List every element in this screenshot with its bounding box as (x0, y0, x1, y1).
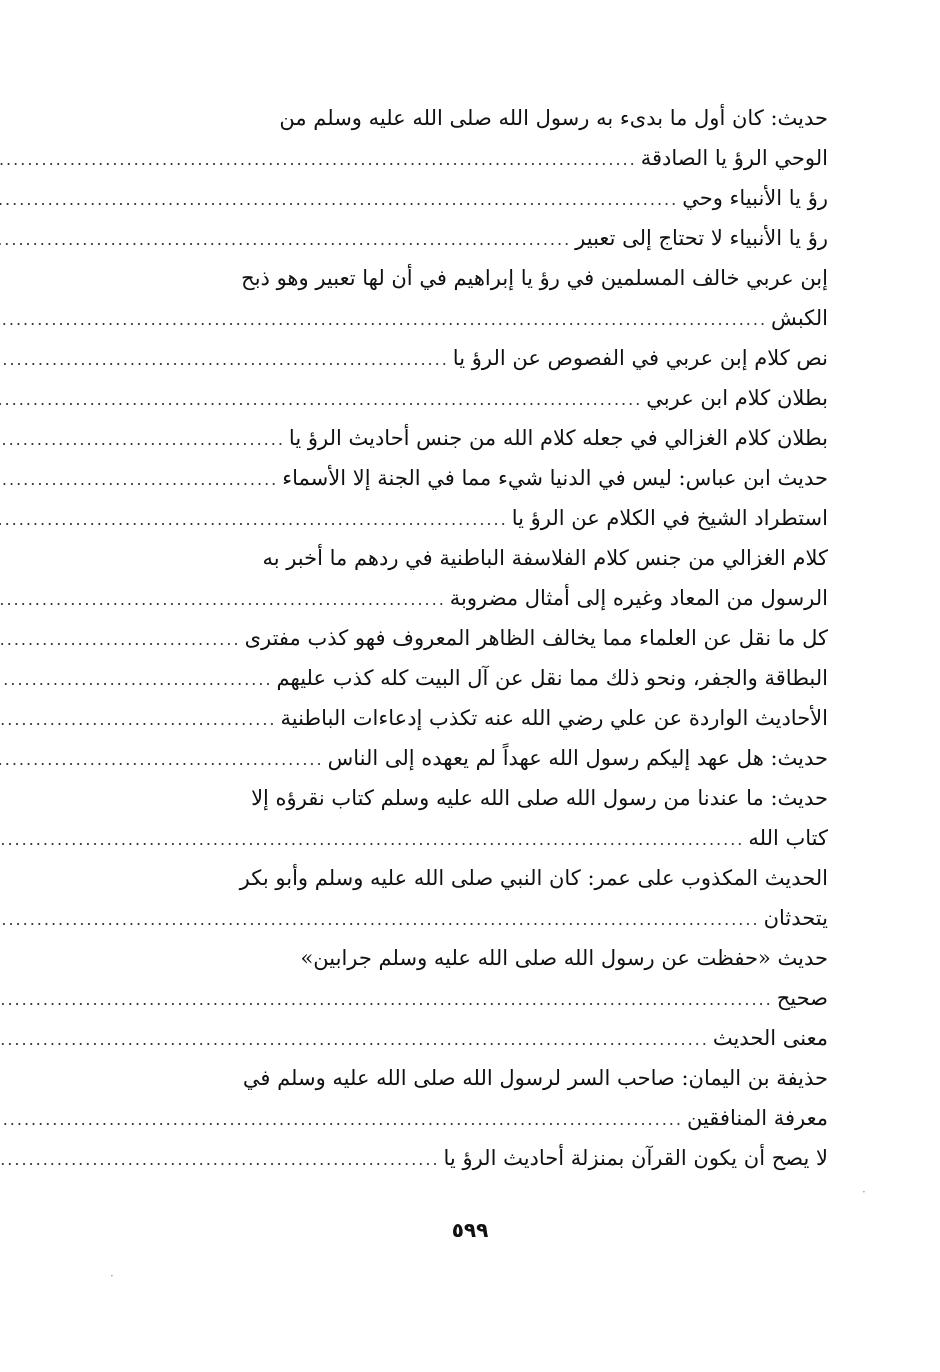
toc-entry-title: الوحي الرؤ يا الصادقة (640, 146, 828, 170)
toc-entry (128, 1058, 828, 1138)
toc-entry-title: كتاب الله (748, 826, 828, 850)
toc-entry-title: بطلان كلام ابن عربي (646, 386, 828, 410)
toc-entry-line (128, 498, 828, 538)
toc-entry-title: لا يصح أن يكون القرآن بمنزلة أحاديث الرؤ يا (443, 1146, 828, 1170)
toc-entry-title: البطاقة والجفر، ونحو ذلك مما نقل عن آل البيت كله كذب عليهم (276, 666, 828, 690)
toc-entry-title: معرفة المنافقين (686, 1106, 828, 1130)
toc-entry-title-start: إبن عربي خالف المسلمين في رؤ يا إبراهيم في أن لها تعبير وهو ذبح (241, 266, 828, 290)
toc-entry-title: استطراد الشيخ في الكلام عن الرؤ يا (511, 506, 828, 530)
dot-leader (0, 1020, 709, 1060)
toc-entry-line (128, 138, 828, 178)
toc-entry (128, 458, 828, 498)
toc-entry-line (128, 458, 828, 498)
toc-entry (128, 778, 828, 858)
toc-entry (128, 538, 828, 618)
toc-entry (128, 258, 828, 338)
toc-entry-title: رؤ يا الأنبياء لا تحتاج إلى تعبير (575, 226, 828, 250)
toc-entry (128, 178, 828, 218)
dot-leader (0, 500, 508, 540)
toc-entry (128, 98, 828, 178)
toc-entry-title-start: حديث: ما عندنا من رسول الله صلى الله عليه وسلم كتاب نقرؤه إلا (251, 786, 828, 810)
toc-entry (128, 218, 828, 258)
scan-speck: · (110, 1269, 114, 1283)
toc-entry-title: نص كلام إبن عربي في الفصوص عن الرؤ يا (452, 346, 828, 370)
dot-leader (0, 820, 744, 860)
toc-entry (128, 658, 828, 698)
toc-entry (128, 618, 828, 658)
toc-entry-first-line (128, 938, 828, 978)
toc-entry-first-line (128, 538, 828, 578)
dot-leader (0, 460, 278, 500)
dot-leader (0, 340, 449, 380)
toc-entry-line (128, 178, 828, 218)
toc-entry-first-line (128, 1058, 828, 1098)
dot-leader (0, 140, 637, 180)
toc-entry-title: صحيح (776, 986, 828, 1010)
toc-entry (128, 498, 828, 538)
toc-entry-first-line (128, 778, 828, 818)
dot-leader (0, 660, 273, 700)
toc-entry (128, 338, 828, 378)
toc-entry-title: كل ما نقل عن العلماء مما يخالف الظاهر المعروف فهو كذب مفترى (244, 626, 828, 650)
toc-entry (128, 858, 828, 938)
toc-entry-line (128, 578, 828, 618)
dot-leader (0, 980, 773, 1020)
toc-entry-title-start: كلام الغزالي من جنس كلام الفلاسفة الباطنية في ردهم ما أخبر به (262, 546, 828, 570)
toc-entry-title: الكبش (771, 306, 828, 330)
toc-entry-line (128, 1098, 828, 1138)
toc-entry-title: يتحدثان (763, 906, 828, 930)
toc-entry-line (128, 378, 828, 418)
toc-entry-line (128, 898, 828, 938)
toc-entry-first-line (128, 858, 828, 898)
toc-entry (128, 938, 828, 1018)
dot-leader (0, 220, 571, 260)
toc-entry-title-start: حذيفة بن اليمان: صاحب السر لرسول الله صلى الله عليه وسلم في (242, 1066, 828, 1090)
toc-entry-first-line (128, 98, 828, 138)
toc-entry-first-line (128, 258, 828, 298)
toc-entry-title: بطلان كلام الغزالي في جعله كلام الله من جنس أحاديث الرؤ يا (288, 426, 828, 450)
toc-entry-line (128, 818, 828, 858)
dot-leader (0, 580, 446, 620)
toc-entry (128, 1138, 828, 1178)
toc-entry-title-start: الحديث المكذوب على عمر: كان النبي صلى الله عليه وسلم وأبو بكر (239, 866, 828, 890)
toc-entry-title: الأحاديث الواردة عن علي رضي الله عنه تكذب إدعاءات الباطنية (280, 706, 828, 730)
toc-entry-title: الرسول من المعاد وغيره إلى أمثال مضروبة (449, 586, 828, 610)
toc-entry-title: حديث ابن عباس: ليس في الدنيا شيء مما في الجنة إلا الأسماء (282, 466, 828, 490)
toc-entry-title-start: حديث «حفظت عن رسول الله صلى الله عليه وسلم جرابين» (300, 946, 828, 970)
dot-leader (0, 300, 767, 340)
dot-leader (0, 380, 642, 420)
table-of-contents (128, 98, 828, 1178)
dot-leader (0, 1140, 440, 1180)
toc-entry-line (128, 338, 828, 378)
dot-leader (0, 420, 285, 460)
dot-leader (0, 700, 277, 740)
toc-entry-title-start: حديث: كان أول ما بدىء به رسول الله صلى الله عليه وسلم من (279, 106, 828, 130)
toc-entry-line (128, 298, 828, 338)
toc-entry-title: حديث: هل عهد إليكم رسول الله عهداً لم يعهده إلى الناس (327, 746, 828, 770)
toc-entry-line (128, 618, 828, 658)
toc-entry (128, 738, 828, 778)
toc-entry-line (128, 218, 828, 258)
toc-entry (128, 378, 828, 418)
dot-leader (0, 1100, 683, 1140)
toc-entry-line (128, 418, 828, 458)
toc-entry-title: معنى الحديث (712, 1026, 828, 1050)
dot-leader (0, 900, 760, 940)
dot-leader (0, 740, 324, 780)
toc-entry (128, 1018, 828, 1058)
toc-entry (128, 418, 828, 458)
page-number: ٥٩٩ (451, 1218, 489, 1242)
toc-entry-line (128, 658, 828, 698)
toc-entry-line (128, 698, 828, 738)
toc-entry-line (128, 978, 828, 1018)
toc-entry-title: رؤ يا الأنبياء وحي (682, 186, 828, 210)
dot-leader (0, 620, 241, 660)
toc-entry-line (128, 738, 828, 778)
dot-leader (0, 180, 678, 220)
toc-entry-line (128, 1138, 828, 1178)
toc-entry (128, 698, 828, 738)
toc-entry-line (128, 1018, 828, 1058)
scan-speck: · (862, 1185, 866, 1199)
